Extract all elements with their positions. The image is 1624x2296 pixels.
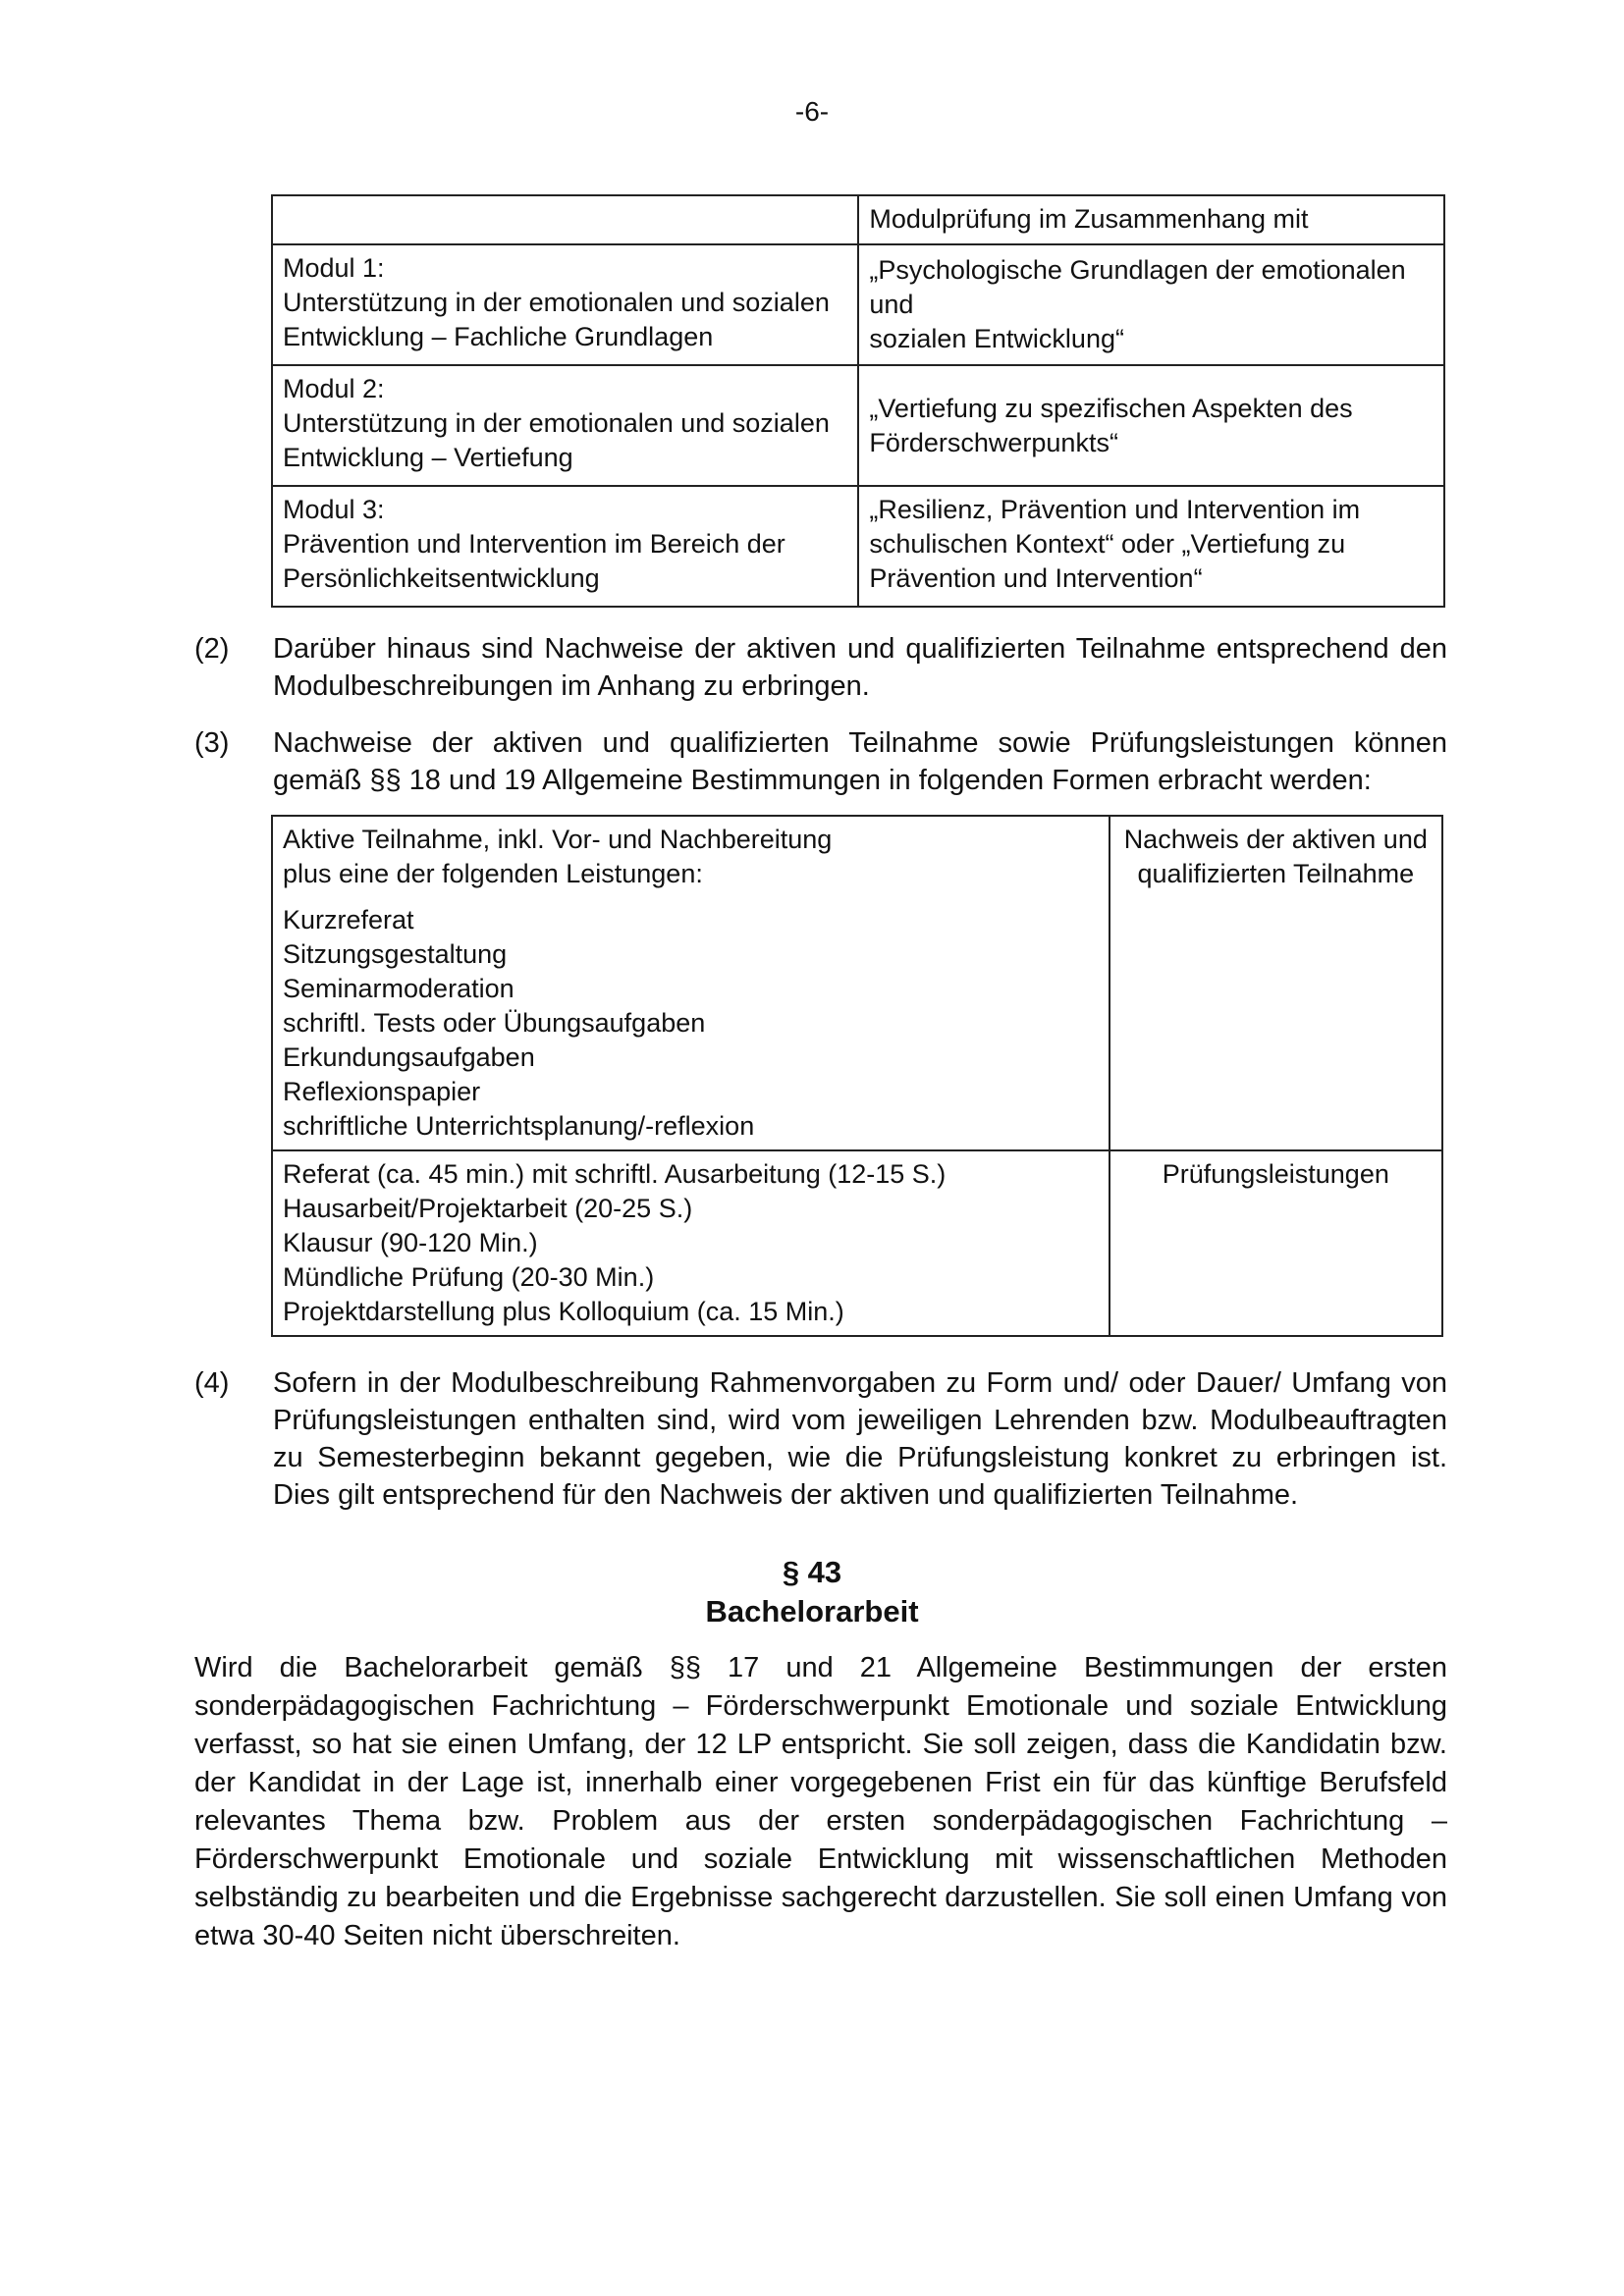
assessment-forms-table	[271, 815, 1443, 1337]
exam-cell	[858, 365, 1444, 486]
exam-line: Förderschwerpunkts“	[869, 427, 1118, 457]
intro-line: Aktive Teilnahme, inkl. Vor- und Nachbereitung	[283, 825, 833, 854]
list-item: Klausur (90-120 Min.)	[283, 1228, 538, 1257]
list-item: Seminarmoderation	[283, 974, 514, 1003]
page-number: -6-	[794, 96, 830, 127]
intro-line: plus eine der folgenden Leistungen:	[283, 859, 703, 888]
module-line: Prävention und Intervention im Bereich der	[283, 529, 785, 559]
exam-forms-cell	[272, 1150, 1110, 1336]
participation-forms-cell	[272, 816, 1110, 1150]
section-title: Bachelorarbeit	[705, 1594, 919, 1629]
header-cell-exam: Modulprüfung im Zusammenhang mit	[858, 195, 1444, 244]
exam-line: Prävention und Intervention“	[869, 563, 1203, 593]
module-line: Modul 2:	[283, 374, 385, 403]
module-line: Unterstützung in der emotionalen und sozialen	[283, 408, 830, 438]
exam-line: „Vertiefung zu spezifischen Aspekten des	[869, 393, 1353, 423]
module-line: Modul 1:	[283, 253, 385, 283]
exam-line: „Resilienz, Prävention und Intervention im	[869, 495, 1361, 524]
paragraph-text: Darüber hinaus sind Nachweise der aktiven und qualifizierten Teilnahme entsprechend den Modulbeschreibungen im Anhang zu erbringen.	[273, 633, 1447, 702]
table-row	[272, 365, 1444, 486]
list-item: Kurzreferat	[283, 905, 414, 934]
paragraph-number: (2)	[194, 633, 230, 665]
exam-line: sozialen Entwicklung“	[869, 324, 1124, 353]
table-header-row	[272, 195, 1444, 244]
table-row	[272, 816, 1442, 1150]
module-cell	[272, 486, 858, 607]
list-item: Projektdarstellung plus Kolloquium (ca. 15 Min.)	[283, 1297, 844, 1326]
paragraph-4	[194, 1364, 1447, 1514]
paragraph-text: Nachweise der aktiven und qualifizierten Teilnahme sowie Prüfungsleistungen können gemäß §§ 18 und 19 Allgemeine Bestimmungen in folgenden Formen erbracht werden:	[273, 727, 1447, 796]
list-item: Mündliche Prüfung (20-30 Min.)	[283, 1262, 655, 1292]
module-line: Persönlichkeitsentwicklung	[283, 563, 600, 593]
module-line: Entwicklung – Fachliche Grundlagen	[283, 322, 714, 351]
module-line: Entwicklung – Vertiefung	[283, 443, 573, 472]
exam-line: schulischen Kontext“ oder „Vertiefung zu	[869, 529, 1346, 559]
table-row	[272, 486, 1444, 607]
list-item: schriftliche Unterrichtsplanung/-reflexion	[283, 1111, 755, 1141]
table-row	[272, 1150, 1442, 1336]
exam-cell	[858, 244, 1444, 365]
label-line: Nachweis der aktiven und	[1123, 825, 1428, 854]
paragraph-2	[194, 630, 1447, 705]
list-item: schriftl. Tests oder Übungsaufgaben	[283, 1008, 706, 1038]
header-cell-empty	[272, 195, 858, 244]
module-cell	[272, 365, 858, 486]
list-item: Hausarbeit/Projektarbeit (20-25 S.)	[283, 1194, 693, 1223]
paragraph-number: (4)	[194, 1367, 230, 1399]
module-line: Unterstützung in der emotionalen und sozialen	[283, 288, 830, 317]
list-item: Sitzungsgestaltung	[283, 939, 508, 969]
table-row	[272, 244, 1444, 365]
module-cell	[272, 244, 858, 365]
list-item: Referat (ca. 45 min.) mit schriftl. Ausarbeitung (12-15 S.)	[283, 1159, 947, 1189]
section-body-text: Wird die Bachelorarbeit gemäß §§ 17 und 21 Allgemeine Bestimmungen der ersten sonderpädagogischen Fachrichtung – Förderschwerpunkt Emotionale und soziale Entwicklung verfasst, so hat sie einen Umfang, der 12 LP entspricht. Sie soll zeigen, dass die Kandidatin bzw. der Kandidat in der Lage ist, innerhalb einer vorgegebenen Frist ein für das künftige Berufsfeld relevantes Thema bzw. Problem aus der ersten sonderpädagogischen Fachrichtung – Förderschwerpunkt Emotionale und soziale Entwicklung mit wissenschaftlichen Methoden selbständig zu bearbeiten und die Ergebnisse sachgerecht darzustellen. Sie soll einen Umfang von etwa 30-40 Seiten nicht überschreiten.	[194, 1652, 1447, 1951]
participation-label-cell	[1110, 816, 1442, 1150]
paragraph-number: (3)	[194, 727, 230, 759]
exam-line: „Psychologische Grundlagen der emotionalen und	[869, 255, 1406, 319]
spacer	[283, 891, 1099, 903]
module-exam-table	[271, 194, 1445, 608]
list-item: Erkundungsaufgaben	[283, 1042, 535, 1072]
list-item: Reflexionspapier	[283, 1077, 481, 1106]
label-line: qualifizierten Teilnahme	[1137, 859, 1415, 888]
paragraph-text: Sofern in der Modulbeschreibung Rahmenvorgaben zu Form und/ oder Dauer/ Umfang von Prüfungsleistungen enthalten sind, wird vom jeweiligen Lehrenden bzw. Modulbeauftragten zu Semesterbeginn bekannt gegeben, wie die Prüfungsleistung konkret zu erbringen ist. Dies gilt entsprechend für den Nachweis der aktiven und qualifizierten Teilnahme.	[273, 1367, 1447, 1511]
paragraph-3	[194, 724, 1447, 799]
exam-label-cell	[1110, 1150, 1442, 1336]
exam-cell	[858, 486, 1444, 607]
label-line: Prüfungsleistungen	[1162, 1159, 1389, 1189]
section-number: § 43	[782, 1555, 842, 1589]
module-line: Modul 3:	[283, 495, 385, 524]
